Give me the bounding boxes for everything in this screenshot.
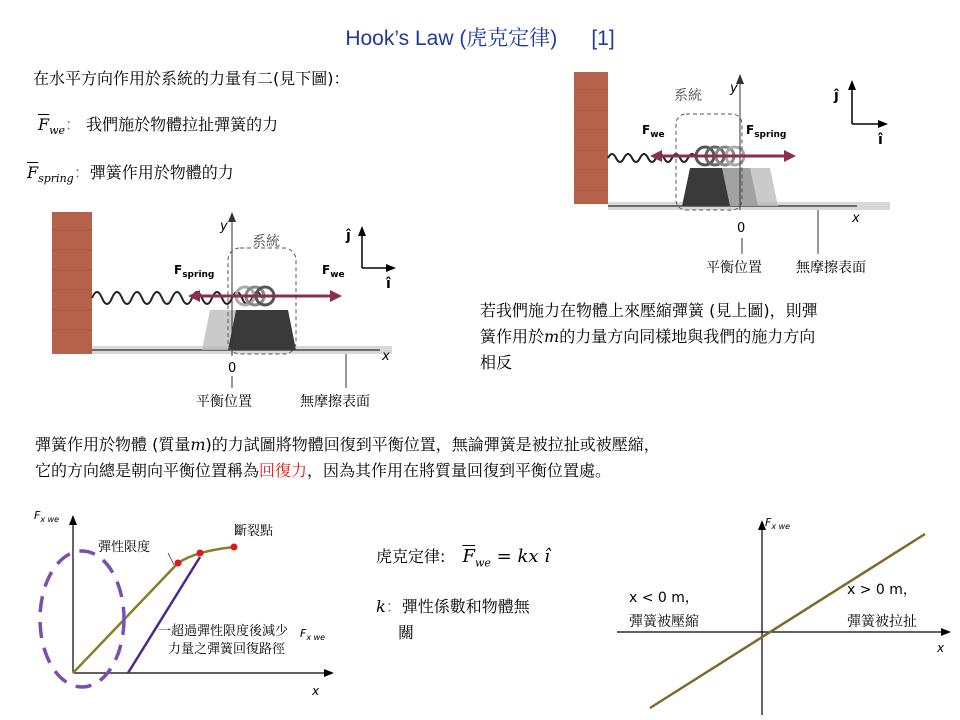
stretched-label: 彈簧被拉扯 [847,614,917,630]
formula-sub: we [475,556,491,570]
f-we-arrowhead [650,150,662,162]
force-we-sub: we [49,124,66,138]
elastic-limit-label: 彈性限度 [98,540,151,555]
hooke-law-formula [462,546,551,570]
wall [574,72,608,204]
j-label: ĵ [346,228,351,244]
f-we-label: $F_{we}$ [642,123,665,140]
force-we-desc: 我們施於物體拉扯彈簧的力 [86,115,279,134]
compression-note [480,298,818,376]
f-we-axis-label: $F_{x we}$ [300,627,326,642]
force-spring-sub: spring [38,172,74,186]
restoring-note-line2-b: ，因為其作用在將質量回復到平衡位置處。 [307,461,612,480]
k-symbol: k [376,597,386,616]
y-label: y [730,81,738,96]
compression-note-line2 [480,324,818,350]
k-desc-line2: 關 [398,623,415,642]
force-spring-desc: 彈簧作用於物體的力 [89,163,234,182]
restoring-note-mass-symbol: m [190,435,206,454]
compression-note-line3: 相反 [480,353,513,372]
force-spring-symbol [27,163,74,186]
zero-label: 0 [737,221,746,236]
compression-note-line1: 若我們施力在物體上來壓縮彈簧 (見上圖)，則彈 [480,301,818,320]
k-definition [376,594,530,646]
force-we-symbol [38,115,66,138]
hooke-law [376,544,550,577]
equilibrium-label: 平衡位置 [196,394,252,410]
force-we-definition [38,112,278,144]
page-title [0,22,960,52]
f-we-arrowhead [330,290,342,302]
restoring-note-line2 [35,458,660,484]
restoring-note-line2-a: 它的方向總是朝向平衡位置稱為 [35,461,260,480]
x-label: x [382,349,390,364]
i-label: î [386,276,391,292]
restoring-note-line1-a: 彈簧作用於物體 (質量 [35,435,191,454]
formula-rhs: = kx î [496,546,551,567]
zero-label: 0 [228,361,237,376]
restoring-force-note [35,432,660,484]
f-spring-arrowhead [188,290,200,302]
title-reference: [1] [591,27,615,50]
title-text: Hook’s Law (虎克定律) [345,27,558,50]
force-spring-colon: ： [73,163,90,182]
restoring-note-line1-b: )的力試圖將物體回復到平衡位置，無論彈簧是被拉扯或被壓縮， [205,435,660,454]
i-label: î [878,132,883,148]
x-axis-arrow [324,669,334,677]
f-spring-label: $F_{spring}$ [746,123,787,140]
wall [52,212,92,354]
compression-note-mass-symbol: m [544,327,560,346]
compression-note-line2-b: 的力量方向同樣地與我們的施力方向 [559,327,816,346]
k-colon: ： [385,597,402,616]
j-arrowhead [848,80,856,90]
mass-ghost [722,168,778,206]
y-axis-label: $F_{x we}$ [765,516,791,531]
x-axis-label: x [312,684,320,698]
compression-note-line2-a: 簧作用於 [480,327,545,346]
yield-point [197,550,204,557]
intro-text: 在水平方向作用於系統的力量有二(見下圖)： [33,69,350,88]
break-point-label: 斷裂點 [234,524,274,539]
compression-figure [572,70,890,280]
frictionless-label: 無摩擦表面 [796,260,866,276]
negative-x-condition: x < 0 m， [629,590,699,606]
return-path-label-line1: 一超過彈性限度後減少 [158,624,289,639]
stretching-figure [50,210,400,415]
force-we-colon: ： [65,115,82,134]
formula-f: $\overline{F}$ [462,546,475,567]
y-axis-arrow [228,212,236,222]
system-label: 系統 [674,88,702,104]
equilibrium-label: 平衡位置 [706,260,762,276]
elastic-limit-leader [168,553,174,565]
f-spring-label: $F_{spring}$ [174,263,215,280]
x-label: x [852,211,860,226]
mass-block [228,310,296,350]
hooke-linear-graph [615,510,960,720]
force-spring-f: $\overline{F}$ [27,163,39,182]
f-we-label: $F_{we}$ [322,263,345,280]
y-axis-label: $F_{x we}$ [34,509,60,524]
frictionless-label: 無摩擦表面 [300,394,370,410]
x-axis-label: x [937,641,945,655]
elastic-limit-point [175,560,182,567]
y-axis-arrow [69,515,77,525]
i-arrowhead [386,264,396,272]
j-label: ĵ [834,88,839,104]
y-label: y [220,219,228,234]
linear-region-highlight [40,551,124,687]
x-axis-arrow [941,628,951,636]
i-arrowhead [878,120,888,128]
hooke-law-label: 虎克定律: [376,547,446,566]
return-path-label-line2: 力量之彈簧回復路徑 [168,642,286,657]
restoring-force-term: 回復力 [259,461,308,480]
system-label: 系統 [252,234,280,250]
k-desc-line1: 彈性係數和物體無 [401,597,530,616]
force-we-f: $\overline{F}$ [38,115,50,134]
force-spring-definition [27,160,234,192]
f-spring-arrowhead [784,150,796,162]
elastic-limit-graph [28,505,368,710]
positive-x-condition: x > 0 m， [847,582,917,598]
restoring-note-line1 [35,432,660,458]
compressed-label: 彈簧被壓縮 [629,614,699,630]
break-point [231,544,238,551]
j-arrowhead [358,226,366,236]
